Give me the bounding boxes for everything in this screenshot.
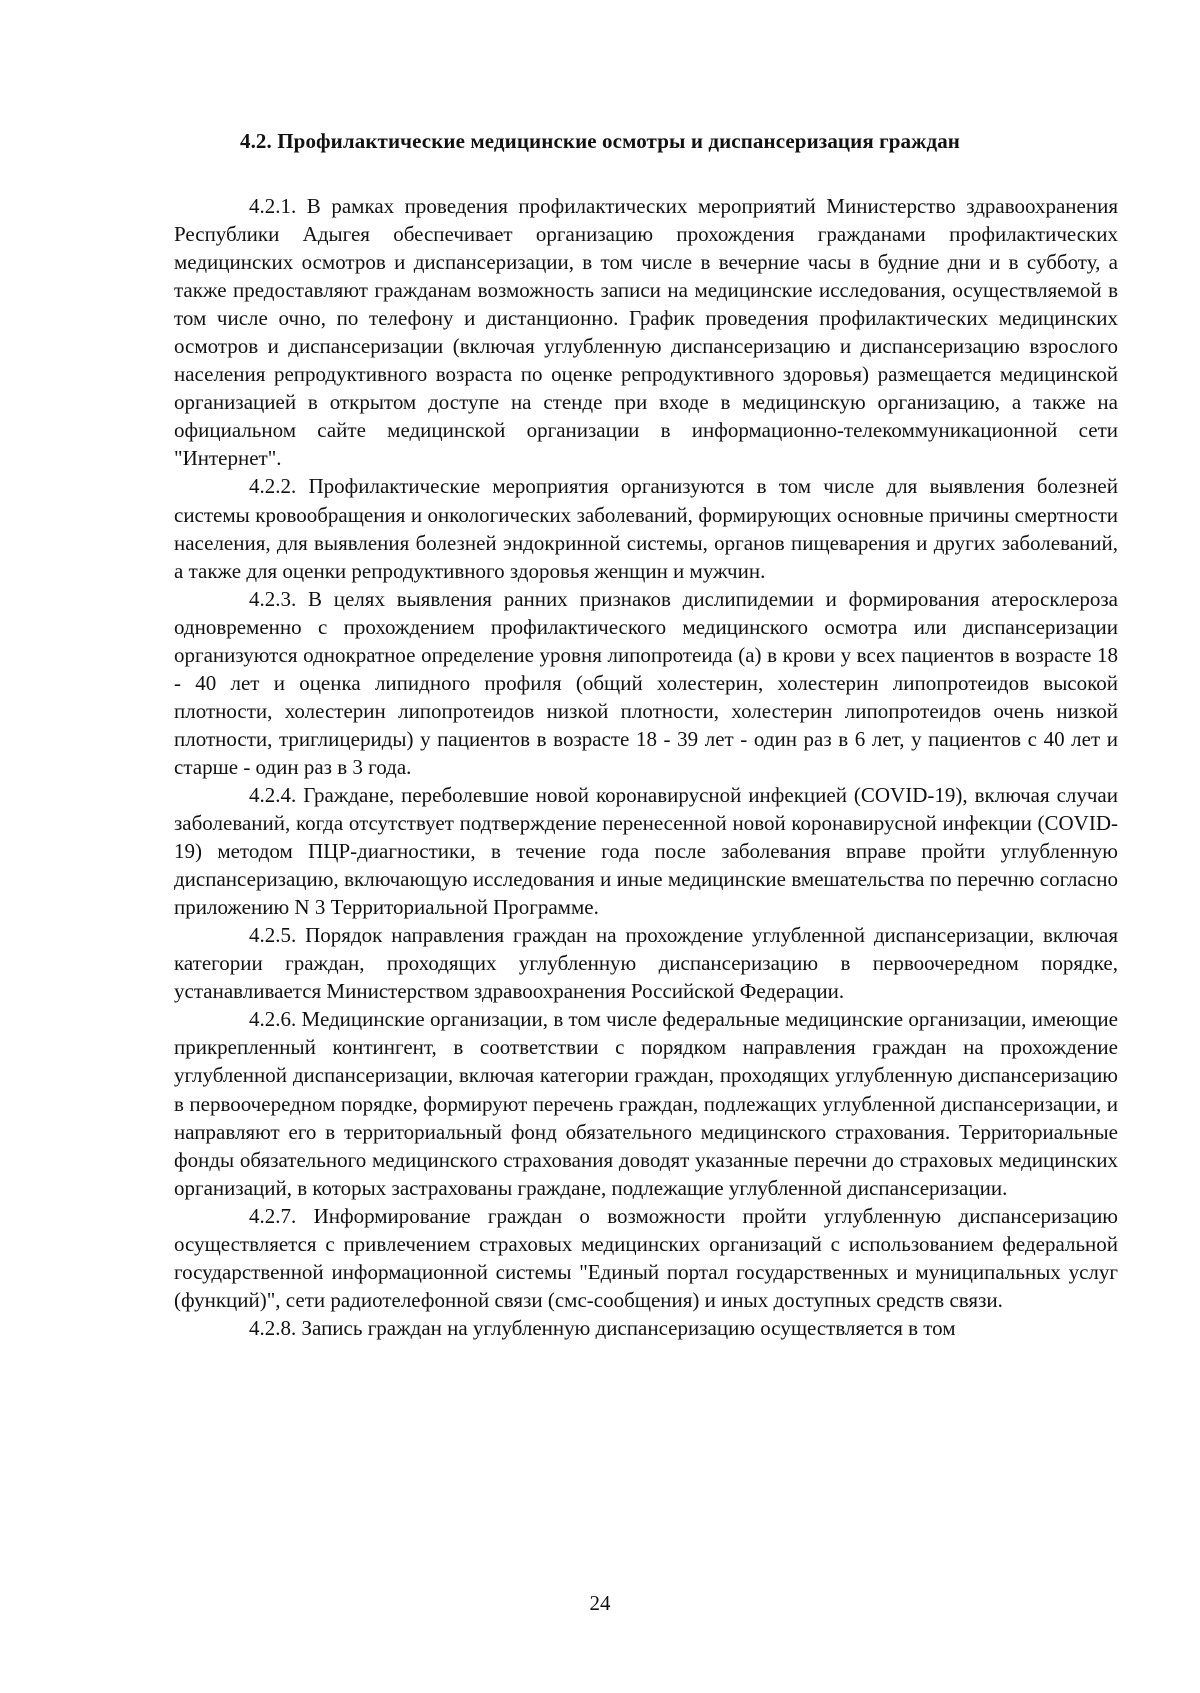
paragraph-4-2-3: 4.2.3. В целях выявления ранних признаков дислипидемии и формирования атеросклероза одновременно с прохождением профилактического медицинского осмотра или диспансеризации организуются однократное определение уровня липопротеида (а) в крови у всех пациентов в возрасте 18 - 40 лет и оценка липидного профиля (общий холестерин, холестерин липопротеидов высокой плотности, холестерин липопротеидов низкой плотности, холестерин липопротеидов очень низкой плотности, триглицериды) у пациентов в возрасте 18 - 39 лет - один раз в 6 лет, у пациентов с 40 лет и старше - один раз в 3 года. <box>174 586 1118 779</box>
section-heading: 4.2. Профилактические медицинские осмотры и диспансеризация граждан <box>239 129 960 153</box>
paragraph-4-2-5: 4.2.5. Порядок направления граждан на прохождение углубленной диспансеризации, включая категории граждан, проходящих углубленную диспансеризацию в первоочередном порядке, устанавливается Министерством здравоохранения Российской Федерации. <box>174 923 1118 1004</box>
paragraph-4-2-7: 4.2.7. Информирование граждан о возможности пройти углубленную диспансеризацию осуществляется с привлечением страховых медицинских организаций с использованием федеральной государственной информационной системы "Единый портал государственных и муниципальных услуг (функций)", сети радиотелефонной связи (смс-сообщения) и иных доступных средств связи. <box>174 1203 1118 1312</box>
page-number: 24 <box>589 1591 611 1615</box>
document-body <box>174 192 1118 1342</box>
paragraph-4-2-6: 4.2.6. Медицинские организации, в том числе федеральные медицинские организации, имеющие прикрепленный контингент, в соответствии с порядком направления граждан на прохождение углубленной диспансеризации, включая категории граждан, проходящих углубленную диспансеризацию в первоочередном порядке, формируют перечень граждан, подлежащих углубленной диспансеризации, и направляют его в территориальный фонд обязательного медицинского страхования. Территориальные фонды обязательного медицинского страхования доводят указанные перечни до страховых медицинских организаций, в которых застрахованы граждане, подлежащие углубленной диспансеризации. <box>174 1007 1118 1200</box>
paragraph-4-2-1: 4.2.1. В рамках проведения профилактических мероприятий Министерство здравоохранения Республики Адыгея обеспечивает организацию прохождения гражданами профилактических медицинских осмотров и диспансеризации, в том числе в вечерние часы в будние дни и в субботу, а также предоставляют гражданам возможность записи на медицинские исследования, осуществляемой в том числе очно, по телефону и дистанционно. График проведения профилактических медицинских осмотров и диспансеризации (включая углубленную диспансеризацию и диспансеризацию взрослого населения репродуктивного возраста по оценке репродуктивного здоровья) размещается медицинской организацией в открытом доступе на стенде при входе в медицинскую организацию, а также на официальном сайте медицинской организации в информационно-телекоммуникационной сети "Интернет". <box>174 194 1118 471</box>
paragraph-4-2-8: 4.2.8. Запись граждан на углубленную диспансеризацию осуществляется в том <box>249 1315 956 1340</box>
paragraph-4-2-2: 4.2.2. Профилактические мероприятия организуются в том числе для выявления болезней системы кровообращения и онкологических заболеваний, формирующих основные причины смертности населения, для выявления болезней эндокринной системы, органов пищеварения и других заболеваний, а также для оценки репродуктивного здоровья женщин и мужчин. <box>174 474 1118 583</box>
paragraph-4-2-4: 4.2.4. Граждане, переболевшие новой коронавирусной инфекцией (COVID-19), включая случаи заболеваний, когда отсутствует подтверждение перенесенной новой коронавирусной инфекции (COVID-19) методом ПЦР-диагностики, в течение года после заболевания вправе пройти углубленную диспансеризацию, включающую исследования и иные медицинские вмешательства по перечню согласно приложению N 3 Территориальной Программе. <box>174 782 1118 920</box>
